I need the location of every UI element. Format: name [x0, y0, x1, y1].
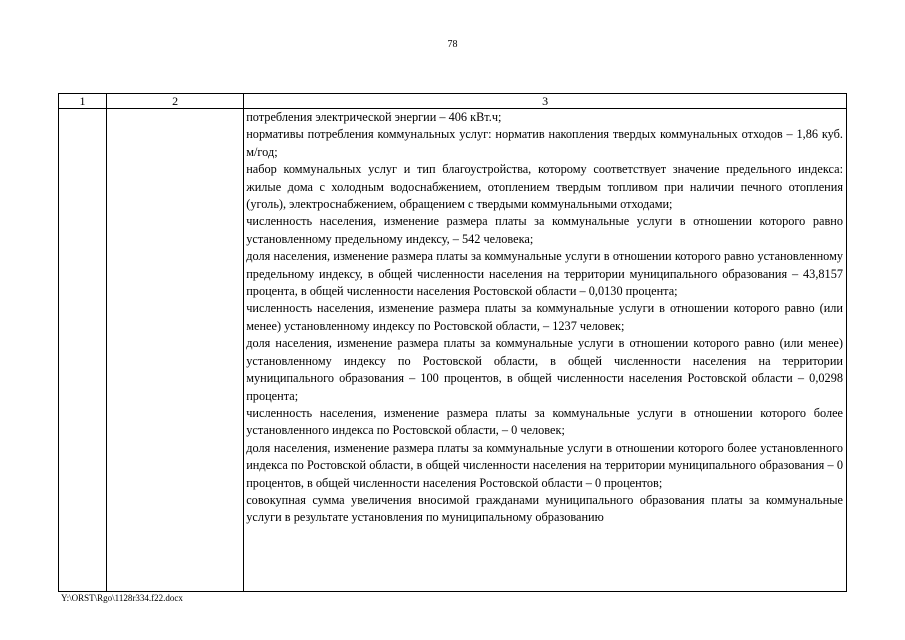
paragraph: численность населения, изменение размера платы за коммунальные услуги в отношении которого более установленного индекса по Ростовской области, – 0 человек;: [246, 405, 843, 438]
table-cell-col3: [244, 109, 847, 592]
footer-file-path: Y:\ORST\Rgo\1128r334.f22.docx: [61, 593, 183, 603]
table-header-row: [59, 94, 847, 109]
paragraph: численность населения, изменение размера платы за коммунальные услуги в отношении которого равно установленному предельному индексу, – 542 человека;: [246, 214, 843, 246]
column-header-2: 2: [107, 94, 244, 109]
paragraph: доля населения, изменение размера платы за коммунальные услуги в отношении которого более установленного индекса по Ростовской области, в общей численности населения на территории муниципального образования – 0 процентов, в общей численности населения Ростовской области – 0 процентов;: [246, 440, 843, 490]
table-cell-col2: [107, 109, 244, 592]
paragraph: нормативы потребления коммунальных услуг: норматив накопления твердых коммунальных отходов – 1,86 куб. м/год;: [246, 127, 843, 159]
paragraph: доля населения, изменение размера платы за коммунальные услуги в отношении которого равно установленному предельному индексу, в общей численности населения на территории муниципального образования – 43,8157 процента, в общей численности населения Ростовской области – 0,0130 процента;: [246, 249, 843, 299]
table-cell-col1: [59, 109, 107, 592]
column-header-1: 1: [59, 94, 107, 109]
paragraph: численность населения, изменение размера платы за коммунальные услуги в отношении которого равно (или менее) установленному индексу по Ростовской области, – 1237 человек;: [246, 301, 843, 333]
table-row: [59, 109, 847, 592]
page-number: 78: [447, 39, 458, 50]
document-table: [58, 93, 847, 592]
cell-text-block: [244, 109, 846, 591]
paragraph: доля населения, изменение размера платы за коммунальные услуги в отношении которого равно (или менее) установленному индексу по Ростовской области, в общей численности населения на территории муниципального образования – 100 процентов, в общей численности населения Ростовской области – 0,0298 процента;: [246, 336, 843, 403]
paragraph: набор коммунальных услуг и тип благоустройства, которому соответствует значение предельного индекса: жилые дома с холодным водоснабжением, отоплением твердым топливом при наличии печного отопления (уголь), электроснабжением, обращением с твердыми коммунальными отходами;: [246, 162, 843, 212]
paragraph: совокупная сумма увеличения вносимой гражданами муниципального образования платы за коммунальные услуги в результате установления по муниципальному образованию: [246, 492, 843, 525]
column-header-3: 3: [244, 94, 847, 109]
paragraph: потребления электрической энергии – 406 кВт.ч;: [246, 110, 502, 124]
